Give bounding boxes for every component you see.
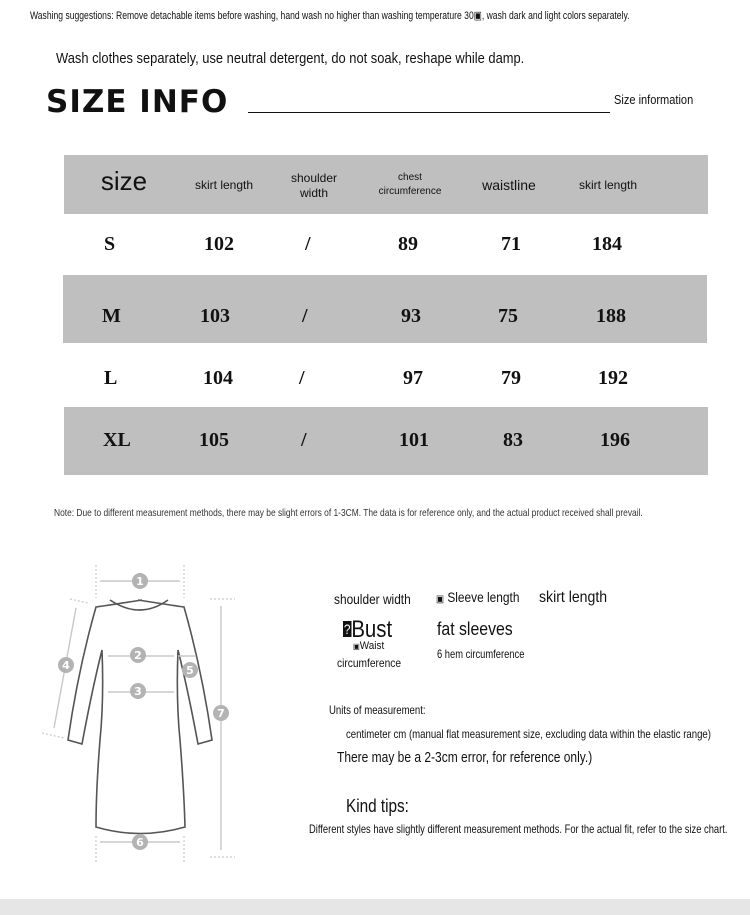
waist-marker-icon: ▣ bbox=[353, 642, 360, 651]
measurement-note: Note: Due to different measurement methods, there may be slight errors of 1-3CM. The data is for reference only, and the actual product received shall prevail. bbox=[54, 507, 643, 519]
col-header-skirt-length-2: skirt length bbox=[578, 178, 638, 192]
cell-waistline: 83 bbox=[503, 429, 523, 451]
cell-chest: 97 bbox=[403, 367, 423, 389]
cell-size: L bbox=[104, 367, 118, 389]
col-header-line: shoulder bbox=[290, 171, 338, 185]
cell-shoulder-width: / bbox=[301, 429, 307, 451]
legend-waist-line2: circumference bbox=[337, 656, 402, 670]
legend-sleeve-length bbox=[436, 589, 519, 605]
legend-skirt-length: skirt length bbox=[539, 589, 608, 606]
legend-fat-sleeves: fat sleeves bbox=[437, 619, 513, 639]
title-divider bbox=[248, 112, 610, 113]
legend-label: Sleeve length bbox=[447, 589, 520, 605]
marker-1: 1 bbox=[136, 575, 144, 588]
col-header-size: size bbox=[100, 166, 148, 196]
cell-size: XL bbox=[103, 429, 131, 451]
cell-skirt-length: 104 bbox=[203, 367, 233, 389]
cell-shoulder-width: / bbox=[299, 367, 305, 389]
col-header-shoulder-width bbox=[274, 171, 354, 201]
cell-size: M bbox=[102, 305, 121, 327]
legend-label: Bust bbox=[351, 616, 393, 643]
tips-text: Different styles have slightly different measurement methods. For the actual fit, refer to the size chart. bbox=[309, 822, 728, 836]
legend-shoulder-width: shoulder width bbox=[334, 591, 411, 607]
col-header-line: circumference bbox=[378, 186, 442, 197]
marker-7: 7 bbox=[217, 707, 225, 720]
cell-skirt-length-2: 192 bbox=[598, 367, 628, 389]
sleeve-marker-icon: ▣ bbox=[436, 594, 445, 605]
col-header-waistline: waistline bbox=[482, 177, 536, 193]
legend-hem: 6 hem circumference bbox=[437, 647, 525, 661]
cell-skirt-length-2: 196 bbox=[600, 429, 630, 451]
cell-chest: 101 bbox=[399, 429, 429, 451]
marker-5: 5 bbox=[186, 664, 194, 677]
cell-skirt-length: 103 bbox=[200, 305, 230, 327]
legend-waist bbox=[353, 640, 384, 652]
washing-suggestions: Washing suggestions: Remove detachable items before washing, hand wash no higher than washing temperature 30▣, wash dark and light colors separately. bbox=[30, 10, 630, 22]
tips-title: Kind tips: bbox=[346, 796, 409, 816]
page-title: SIZE INFO bbox=[46, 84, 229, 120]
cell-size: S bbox=[104, 233, 116, 255]
marker-3: 3 bbox=[134, 685, 142, 698]
table-header-row bbox=[64, 155, 708, 214]
legend-label: Waist bbox=[359, 640, 385, 652]
units-detail: centimeter cm (manual flat measurement size, excluding data within the elastic range) bbox=[346, 727, 711, 741]
col-header-chest-circumference bbox=[364, 171, 456, 199]
cell-shoulder-width: / bbox=[305, 233, 311, 255]
cell-skirt-length-2: 188 bbox=[596, 305, 626, 327]
cell-skirt-length-2: 184 bbox=[592, 233, 622, 255]
cell-skirt-length: 102 bbox=[204, 233, 234, 255]
cell-waistline: 75 bbox=[498, 305, 518, 327]
bottom-band bbox=[0, 899, 750, 915]
cell-skirt-length: 105 bbox=[199, 429, 229, 451]
marker-4: 4 bbox=[62, 659, 70, 672]
dress-measurement-diagram bbox=[30, 550, 260, 870]
marker-6: 6 bbox=[136, 836, 144, 849]
col-header-line: width bbox=[299, 186, 328, 200]
cell-shoulder-width: / bbox=[302, 305, 308, 327]
units-error: There may be a 2-3cm error, for reference only.) bbox=[337, 749, 593, 766]
wash-tip: Wash clothes separately, use neutral detergent, do not soak, reshape while damp. bbox=[56, 50, 525, 67]
cell-waistline: 79 bbox=[501, 367, 521, 389]
cell-chest: 89 bbox=[398, 233, 418, 255]
col-header-line: chest bbox=[398, 172, 422, 183]
cell-waistline: 71 bbox=[501, 233, 521, 255]
marker-2: 2 bbox=[134, 649, 142, 662]
page-subtitle: Size information bbox=[614, 92, 694, 107]
col-header-skirt-length: skirt length bbox=[194, 178, 254, 192]
cell-chest: 93 bbox=[401, 305, 421, 327]
units-label: Units of measurement: bbox=[329, 703, 426, 717]
bust-marker-icon: ? bbox=[343, 621, 351, 637]
